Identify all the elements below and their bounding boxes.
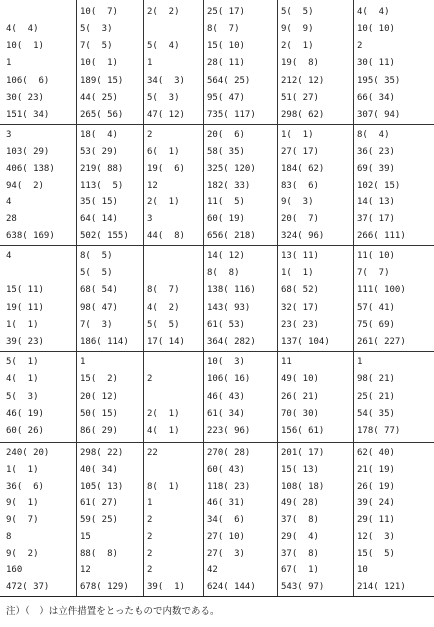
table-cell: 10( 1) bbox=[80, 58, 118, 69]
table-cell: 32( 17) bbox=[281, 302, 319, 313]
table-cell bbox=[6, 265, 74, 281]
table-cell: 105( 13) bbox=[80, 481, 124, 492]
table-cell: 60( 43) bbox=[207, 464, 245, 475]
table-cell: 1 bbox=[80, 357, 86, 367]
table-cell: 46( 19) bbox=[6, 408, 44, 419]
table-cell: 35( 15) bbox=[80, 197, 118, 208]
table-cell: 195( 35) bbox=[357, 75, 401, 86]
table-cell: 19( 11) bbox=[6, 302, 44, 313]
table-cell: 8 bbox=[6, 531, 12, 542]
table-cell: 70( 30) bbox=[281, 408, 319, 419]
table-cell: 184( 62) bbox=[281, 163, 325, 174]
table-cell: 3 bbox=[147, 214, 153, 225]
table-cell: 14( 13) bbox=[357, 197, 395, 208]
table-cell: 61( 34) bbox=[207, 408, 245, 419]
table-cell: 2 bbox=[147, 374, 153, 385]
table-cell: 325( 120) bbox=[207, 163, 256, 174]
table-cell: 1( 1) bbox=[281, 130, 314, 140]
table-cell: 64( 14) bbox=[80, 214, 118, 225]
table-cell: 17( 14) bbox=[147, 336, 185, 347]
table-cell: 83( 6) bbox=[281, 180, 319, 191]
table-cell: 2( 1) bbox=[147, 408, 180, 419]
table-cell: 10( 1) bbox=[6, 41, 44, 52]
section-divider bbox=[0, 351, 434, 352]
table-cell: 364( 282) bbox=[207, 336, 256, 347]
table-cell: 39( 24) bbox=[357, 498, 395, 509]
table-cell: 5( 1) bbox=[6, 357, 39, 367]
table-cell: 564( 25) bbox=[207, 75, 251, 86]
table-cell: 57( 41) bbox=[357, 302, 395, 313]
table-cell: 15( 11) bbox=[6, 285, 44, 296]
table-cell: 156( 61) bbox=[281, 426, 325, 437]
table-cell bbox=[147, 21, 199, 37]
table-cell: 59( 25) bbox=[80, 515, 118, 526]
table-cell: 88( 8) bbox=[80, 548, 118, 559]
table-cell: 40( 34) bbox=[80, 464, 118, 475]
table-cell: 86( 29) bbox=[80, 426, 118, 437]
table-cell: 19( 8) bbox=[281, 58, 319, 69]
table-cell: 53( 29) bbox=[80, 146, 118, 157]
table-cell: 103( 29) bbox=[6, 146, 50, 157]
table-cell: 28 bbox=[6, 214, 17, 225]
table-cell: 214( 121) bbox=[357, 582, 406, 593]
table-cell: 22 bbox=[147, 448, 158, 458]
table-cell: 298( 22) bbox=[80, 448, 124, 458]
column-divider bbox=[143, 0, 144, 596]
table-cell: 37( 8) bbox=[281, 515, 319, 526]
table-cell: 151( 34) bbox=[6, 109, 50, 120]
table-cell bbox=[147, 248, 199, 264]
table-cell: 137( 104) bbox=[281, 336, 330, 347]
table-cell: 10 bbox=[357, 565, 368, 576]
table-cell: 138( 116) bbox=[207, 285, 256, 296]
table-cell: 2 bbox=[147, 130, 153, 140]
table-cell: 624( 144) bbox=[207, 582, 256, 593]
table-cell: 75( 69) bbox=[357, 319, 395, 330]
table-cell: 11( 5) bbox=[207, 197, 245, 208]
table-cell: 28( 11) bbox=[207, 58, 245, 69]
table-cell: 1( 1) bbox=[6, 319, 39, 330]
table-cell: 1 bbox=[147, 58, 153, 69]
table-cell: 42 bbox=[207, 565, 218, 576]
table-cell: 11( 10) bbox=[357, 251, 395, 261]
table-cell: 472( 37) bbox=[6, 582, 50, 593]
table-cell: 656( 218) bbox=[207, 231, 256, 242]
table-cell: 8( 8) bbox=[207, 268, 240, 279]
table-cell: 1 bbox=[357, 357, 363, 367]
table-cell: 4( 1) bbox=[6, 374, 39, 385]
table-cell: 307( 94) bbox=[357, 109, 401, 120]
table-cell: 113( 5) bbox=[80, 180, 124, 191]
table-cell: 2 bbox=[147, 515, 153, 526]
table-cell: 15( 2) bbox=[80, 374, 118, 385]
table-cell: 219( 88) bbox=[80, 163, 124, 174]
table-cell: 49( 10) bbox=[281, 374, 319, 385]
table-cell: 25( 21) bbox=[357, 391, 395, 402]
table-cell: 10( 7) bbox=[80, 7, 118, 17]
table-cell: 27( 3) bbox=[207, 548, 245, 559]
table-cell: 37( 17) bbox=[357, 214, 395, 225]
table-cell: 9( 9) bbox=[281, 24, 314, 35]
table-cell: 111( 100) bbox=[357, 285, 406, 296]
table-cell: 2( 1) bbox=[147, 197, 180, 208]
table-cell: 4( 4) bbox=[357, 7, 390, 17]
table-cell: 20( 12) bbox=[80, 391, 118, 402]
table-cell: 95( 47) bbox=[207, 92, 245, 103]
table-cell: 178( 77) bbox=[357, 426, 401, 437]
table-cell: 4 bbox=[6, 197, 12, 208]
table-cell: 8( 1) bbox=[147, 481, 180, 492]
table-cell: 5( 3) bbox=[80, 24, 113, 35]
table-cell: 8( 5) bbox=[80, 251, 113, 261]
table-cell: 15( 13) bbox=[281, 464, 319, 475]
table-cell: 5( 3) bbox=[147, 92, 180, 103]
table-cell: 118( 23) bbox=[207, 481, 251, 492]
table-cell: 60( 19) bbox=[207, 214, 245, 225]
table-cell: 34( 6) bbox=[207, 515, 245, 526]
table-cell: 160 bbox=[6, 565, 23, 576]
table-cell: 26( 19) bbox=[357, 481, 395, 492]
table-cell: 23( 23) bbox=[281, 319, 319, 330]
table-cell: 47( 12) bbox=[147, 109, 185, 120]
table-cell: 39( 23) bbox=[6, 336, 44, 347]
table-cell: 4( 4) bbox=[6, 24, 39, 35]
table-cell: 8( 4) bbox=[357, 130, 390, 140]
table-cell: 6( 1) bbox=[147, 146, 180, 157]
table-cell: 12( 3) bbox=[357, 531, 395, 542]
table-cell: 49( 28) bbox=[281, 498, 319, 509]
table-cell: 21( 19) bbox=[357, 464, 395, 475]
table-cell: 502( 155) bbox=[80, 231, 129, 242]
table-cell: 44( 8) bbox=[147, 231, 185, 242]
table-cell: 9( 7) bbox=[6, 515, 39, 526]
table-cell: 98( 47) bbox=[80, 302, 118, 313]
column-divider bbox=[353, 0, 354, 596]
table-cell: 4( 2) bbox=[147, 302, 180, 313]
table-cell: 19( 6) bbox=[147, 163, 185, 174]
table-cell: 15 bbox=[80, 531, 91, 542]
table-cell: 20( 7) bbox=[281, 214, 319, 225]
table-cell: 13( 11) bbox=[281, 251, 319, 261]
table-cell: 94( 2) bbox=[6, 180, 44, 191]
table-cell: 37( 8) bbox=[281, 548, 319, 559]
table-cell: 7( 7) bbox=[357, 268, 390, 279]
table-cell: 5( 3) bbox=[6, 391, 39, 402]
table-cell: 58( 35) bbox=[207, 146, 245, 157]
section-divider bbox=[0, 442, 434, 443]
table-cell bbox=[147, 265, 199, 281]
table-cell: 1( 1) bbox=[6, 464, 39, 475]
table-cell: 66( 34) bbox=[357, 92, 395, 103]
table-cell: 44( 25) bbox=[80, 92, 118, 103]
table-cell bbox=[6, 4, 74, 20]
table-cell: 2 bbox=[147, 548, 153, 559]
table-cell: 15( 5) bbox=[357, 548, 395, 559]
table-cell: 51( 27) bbox=[281, 92, 319, 103]
table-cell: 68( 52) bbox=[281, 285, 319, 296]
table-cell: 265( 56) bbox=[80, 109, 124, 120]
table-cell: 30( 23) bbox=[6, 92, 44, 103]
table-cell bbox=[147, 462, 199, 478]
table-cell: 270( 28) bbox=[207, 448, 251, 458]
table-cell: 12 bbox=[80, 565, 91, 576]
table-cell: 50( 15) bbox=[80, 408, 118, 419]
table-cell: 15( 10) bbox=[207, 41, 245, 52]
table-cell: 223( 96) bbox=[207, 426, 251, 437]
table-cell: 67( 1) bbox=[281, 565, 319, 576]
table-cell: 62( 40) bbox=[357, 448, 395, 458]
table-cell: 298( 62) bbox=[281, 109, 325, 120]
table-cell: 7( 3) bbox=[80, 319, 113, 330]
table-cell: 14( 12) bbox=[207, 251, 245, 261]
table-cell: 8( 7) bbox=[147, 285, 180, 296]
table-cell: 240( 20) bbox=[6, 448, 50, 458]
table-cell: 30( 11) bbox=[357, 58, 395, 69]
table-cell: 4( 1) bbox=[147, 426, 180, 437]
table-cell: 186( 114) bbox=[80, 336, 129, 347]
table-cell: 678( 129) bbox=[80, 582, 129, 593]
table-cell: 36( 6) bbox=[6, 481, 44, 492]
column-divider bbox=[76, 0, 77, 596]
table-cell: 12 bbox=[147, 180, 158, 191]
table-cell: 5( 5) bbox=[80, 268, 113, 279]
table-cell: 4 bbox=[6, 251, 12, 261]
table-cell: 9( 2) bbox=[6, 548, 39, 559]
table-cell: 201( 17) bbox=[281, 448, 325, 458]
table-cell: 46( 31) bbox=[207, 498, 245, 509]
table-cell: 8( 7) bbox=[207, 24, 240, 35]
table-cell: 143( 93) bbox=[207, 302, 251, 313]
table-cell: 25( 17) bbox=[207, 7, 245, 17]
table-cell: 18( 4) bbox=[80, 130, 118, 140]
table-cell: 543( 97) bbox=[281, 582, 325, 593]
table-cell: 20( 6) bbox=[207, 130, 245, 140]
section-divider bbox=[0, 124, 434, 125]
table-cell: 54( 35) bbox=[357, 408, 395, 419]
table-cell: 9( 1) bbox=[6, 498, 39, 509]
table-cell: 261( 227) bbox=[357, 336, 406, 347]
table-cell: 9( 3) bbox=[281, 197, 314, 208]
table-cell: 61( 27) bbox=[80, 498, 118, 509]
table-cell: 108( 18) bbox=[281, 481, 325, 492]
table-cell: 2 bbox=[147, 565, 153, 576]
table-cell: 36( 23) bbox=[357, 146, 395, 157]
table-cell: 10( 3) bbox=[207, 357, 245, 367]
table-cell: 2( 2) bbox=[147, 7, 180, 17]
table-cell: 2 bbox=[147, 531, 153, 542]
table-cell bbox=[147, 354, 199, 370]
section-divider bbox=[0, 596, 434, 597]
table-cell: 2 bbox=[357, 41, 363, 52]
table-cell: 10( 10) bbox=[357, 24, 395, 35]
table-cell: 106( 16) bbox=[207, 374, 251, 385]
column-divider bbox=[203, 0, 204, 596]
table-cell: 7( 5) bbox=[80, 41, 113, 52]
table-cell: 5( 5) bbox=[281, 7, 314, 17]
table-cell: 29( 11) bbox=[357, 515, 395, 526]
table-cell: 5( 5) bbox=[147, 319, 180, 330]
table-cell: 26( 21) bbox=[281, 391, 319, 402]
table-cell: 1( 1) bbox=[281, 268, 314, 279]
column-divider bbox=[277, 0, 278, 596]
table-cell: 61( 53) bbox=[207, 319, 245, 330]
table-cell: 2( 1) bbox=[281, 41, 314, 52]
table-cell: 182( 33) bbox=[207, 180, 251, 191]
table-cell: 406( 138) bbox=[6, 163, 55, 174]
table-cell: 69( 39) bbox=[357, 163, 395, 174]
table-cell: 1 bbox=[6, 58, 12, 69]
table-cell: 638( 169) bbox=[6, 231, 55, 242]
table-cell: 212( 12) bbox=[281, 75, 325, 86]
table-cell: 1 bbox=[147, 498, 153, 509]
table-cell: 27( 10) bbox=[207, 531, 245, 542]
table-cell: 3 bbox=[6, 130, 12, 140]
table-cell: 324( 96) bbox=[281, 231, 325, 242]
table-cell: 34( 3) bbox=[147, 75, 185, 86]
table-cell: 27( 17) bbox=[281, 146, 319, 157]
table-cell: 189( 15) bbox=[80, 75, 124, 86]
table-cell bbox=[147, 389, 199, 405]
section-divider bbox=[0, 245, 434, 246]
table-cell: 102( 15) bbox=[357, 180, 401, 191]
table-cell: 39( 1) bbox=[147, 582, 185, 593]
table-cell: 11 bbox=[281, 357, 292, 367]
table-cell: 68( 54) bbox=[80, 285, 118, 296]
table-cell: 29( 4) bbox=[281, 531, 319, 542]
table-cell: 735( 117) bbox=[207, 109, 256, 120]
table-cell: 46( 43) bbox=[207, 391, 245, 402]
table-cell: 98( 21) bbox=[357, 374, 395, 385]
footnote: 注）（ ）は立件措置をとったもので内数である。 bbox=[6, 606, 220, 617]
table-cell: 266( 111) bbox=[357, 231, 406, 242]
table-cell: 60( 26) bbox=[6, 426, 44, 437]
table-cell: 5( 4) bbox=[147, 41, 180, 52]
table-cell: 106( 6) bbox=[6, 75, 50, 86]
